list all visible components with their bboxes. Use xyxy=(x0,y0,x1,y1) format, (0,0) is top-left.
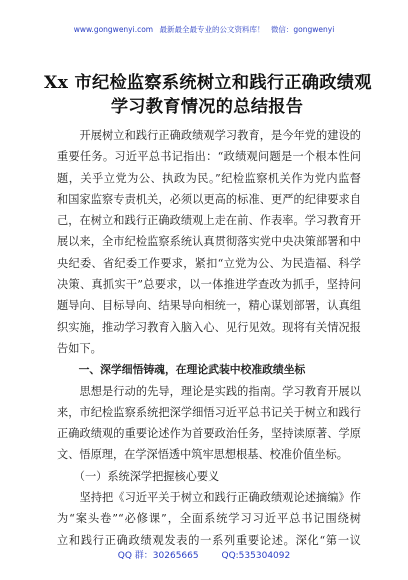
body-line: 坚持把《习近平关于树立和践行正确政绩观论述摘编》作 xyxy=(57,491,361,505)
body-line: 展以来，全市纪检监察系统认真贯彻落实党中央决策部署和中 xyxy=(57,235,361,249)
body-line: 决策、真抓实干”总要求，以一体推进学查改为抓手，坚持问 xyxy=(57,278,361,292)
document-body xyxy=(57,125,361,551)
footer-qq: QQ:535304092 xyxy=(221,551,291,561)
body-line: 题导向、目标导向、结果导向相统一，精心谋划部署，认真组 xyxy=(57,299,361,313)
title-line-1: Xx 市纪检监察系统树立和践行正确政绩观 xyxy=(44,73,372,93)
body-line: 央纪委、省纪委工作要求，紧扣“立党为公、为民造福、科学 xyxy=(57,256,361,270)
body-line: 和国家监察专责机关，必须以更高的标准、更严的纪律要求自 xyxy=(57,192,361,206)
contact-footer xyxy=(0,548,408,561)
body-line: 正确政绩观的重要论述作为首要政治任务，坚持读原著、学原 xyxy=(57,427,361,441)
banner-wechat: 微信：gongwenyi xyxy=(270,25,335,34)
banner-slogan: 最新最全最专业的公文资料库！ xyxy=(159,25,265,34)
body-line: 来，市纪检监察系统把深学细悟习近平总书记关于树立和践行 xyxy=(57,405,361,419)
section-heading: 一、深学细悟铸魂，在理论武装中校准政绩坐标 xyxy=(57,363,306,377)
subsection-heading: （一）系统深学把握核心要义 xyxy=(57,469,220,483)
document-title xyxy=(44,71,370,119)
body-line: 告如下。 xyxy=(57,341,102,355)
body-line: 思想是行动的先导，理论是实践的指南。学习教育开展以 xyxy=(57,384,361,398)
body-line: 开展树立和践行正确政绩观学习教育，是今年党的建设的 xyxy=(57,129,361,142)
banner-site-link[interactable]: www.gongwenyi.com xyxy=(73,25,154,34)
body-line: 己，在树立和践行正确政绩观上走在前、作表率。学习教育开 xyxy=(57,214,361,228)
title-line-2: 学习教育情况的总结报告 xyxy=(110,97,304,117)
body-line: 题，关乎立党为公、执政为民。”纪检监察机关作为党内监督 xyxy=(57,171,361,185)
body-line: 为“案头卷”“必修课”，全面系统学习习近平总书记围绕树 xyxy=(57,512,361,526)
body-line: 织实施，推动学习教育入脑入心、见行见效。现将有关情况报 xyxy=(57,320,361,334)
footer-qq-group: QQ 群：30265665 xyxy=(117,551,199,561)
site-banner xyxy=(0,24,408,35)
body-line: 立和践行正确政绩观发表的一系列重要论述。深化“第一议 xyxy=(57,533,361,547)
body-line: 重要任务。习近平总书记指出：“政绩观问题是一个根本性问 xyxy=(57,150,361,164)
body-line: 文、悟原理，在学深悟透中筑牢思想根基、校准价值坐标。 xyxy=(57,448,348,462)
